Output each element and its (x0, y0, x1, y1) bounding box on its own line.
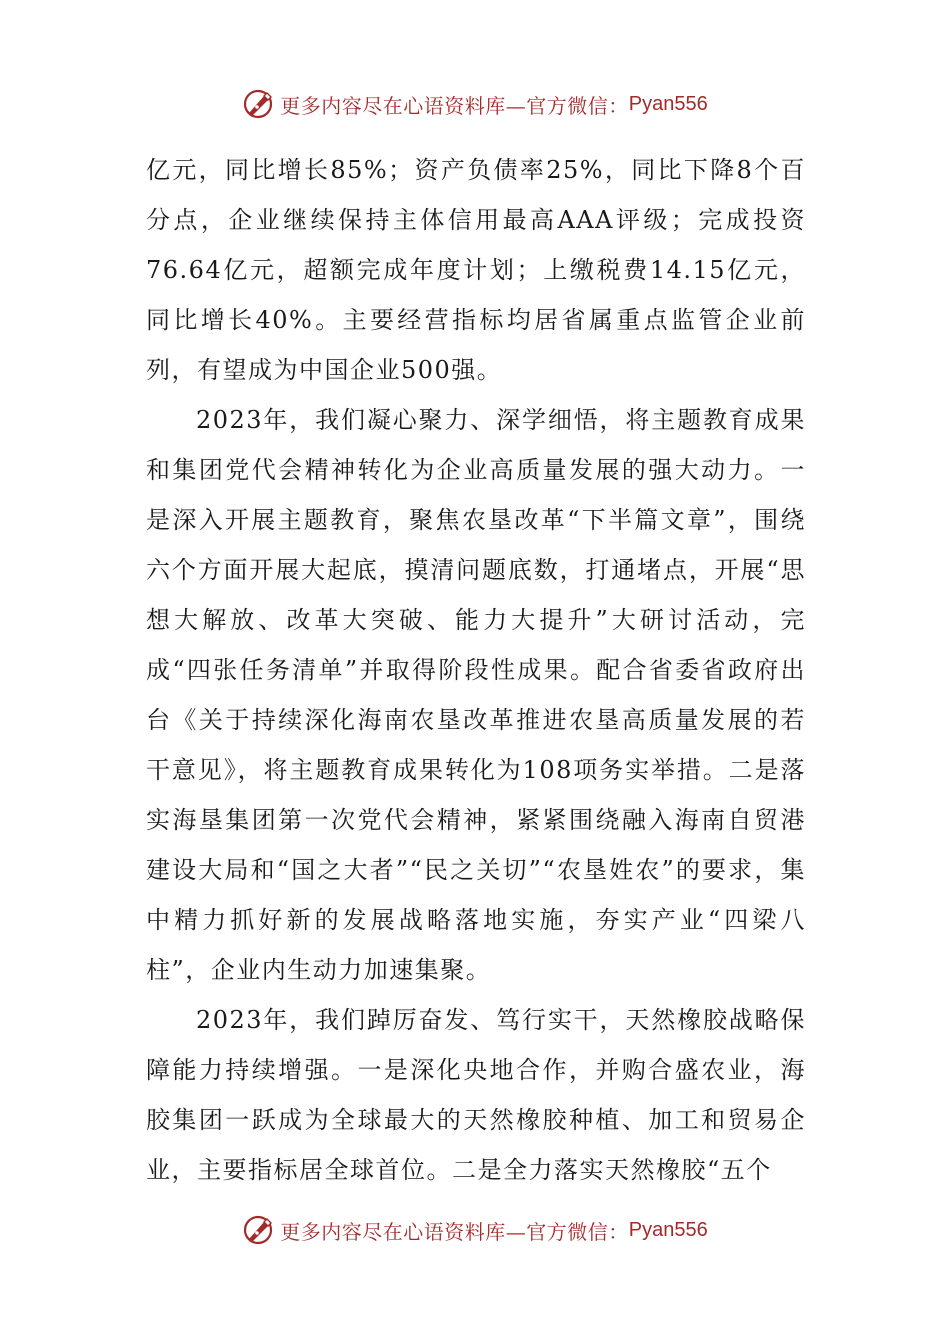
footer-watermark (0, 1210, 950, 1250)
header-watermark (0, 84, 950, 124)
document-body (146, 145, 806, 1195)
wechat-id: Pyan556 (628, 92, 708, 115)
paragraph-2: 2023年，我们凝心聚力、深学细悟，将主题教育成果和集团党代会精神转化为企业高质量发展的强大动力。一是深入开展主题教育，聚焦农垦改革“下半篇文章”，围绕六个方面开展大起底，摸清问题底数，打通堵点，开展“思想大解放、改革大突破、能力大提升”大研讨活动，完成“四张任务清单”并取得阶段性成果。配合省委省政府出台《关于持续深化海南农垦改革推进农垦高质量发展的若干意见》，将主题教育成果转化为108项务实举措。二是落实海垦集团第一次党代会精神，紧紧围绕融入海南自贸港建设大局和“国之大者”“民之关切”“农垦姓农”的要求，集中精力抓好新的发展战略落地实施，夯实产业“四梁八柱”，企业内生动力加速集聚。 (146, 406, 806, 984)
watermark-text: 更多内容尽在心语资料库—官方微信： (280, 93, 629, 118)
wechat-id: Pyan556 (628, 1218, 708, 1241)
pen-nib-logo-icon (242, 1214, 274, 1246)
paragraph-3: 2023年，我们踔厉奋发、笃行实干，天然橡胶战略保障能力持续增强。一是深化央地合作，并购合盛农业，海胶集团一跃成为全球最大的天然橡胶种植、加工和贸易企业，主要指标居全球首位。二是全力落实天然橡胶“五个 (146, 1006, 806, 1184)
watermark-text: 更多内容尽在心语资料库—官方微信： (280, 1219, 629, 1244)
pen-nib-logo-icon (242, 88, 274, 120)
paragraph-1: 亿元，同比增长85%；资产负债率25%，同比下降8个百分点，企业继续保持主体信用最高AAA评级；完成投资76.64亿元，超额完成年度计划；上缴税费14.15亿元，同比增长40%。主要经营指标均居省属重点监管企业前列，有望成为中国企业500强。 (146, 156, 806, 384)
